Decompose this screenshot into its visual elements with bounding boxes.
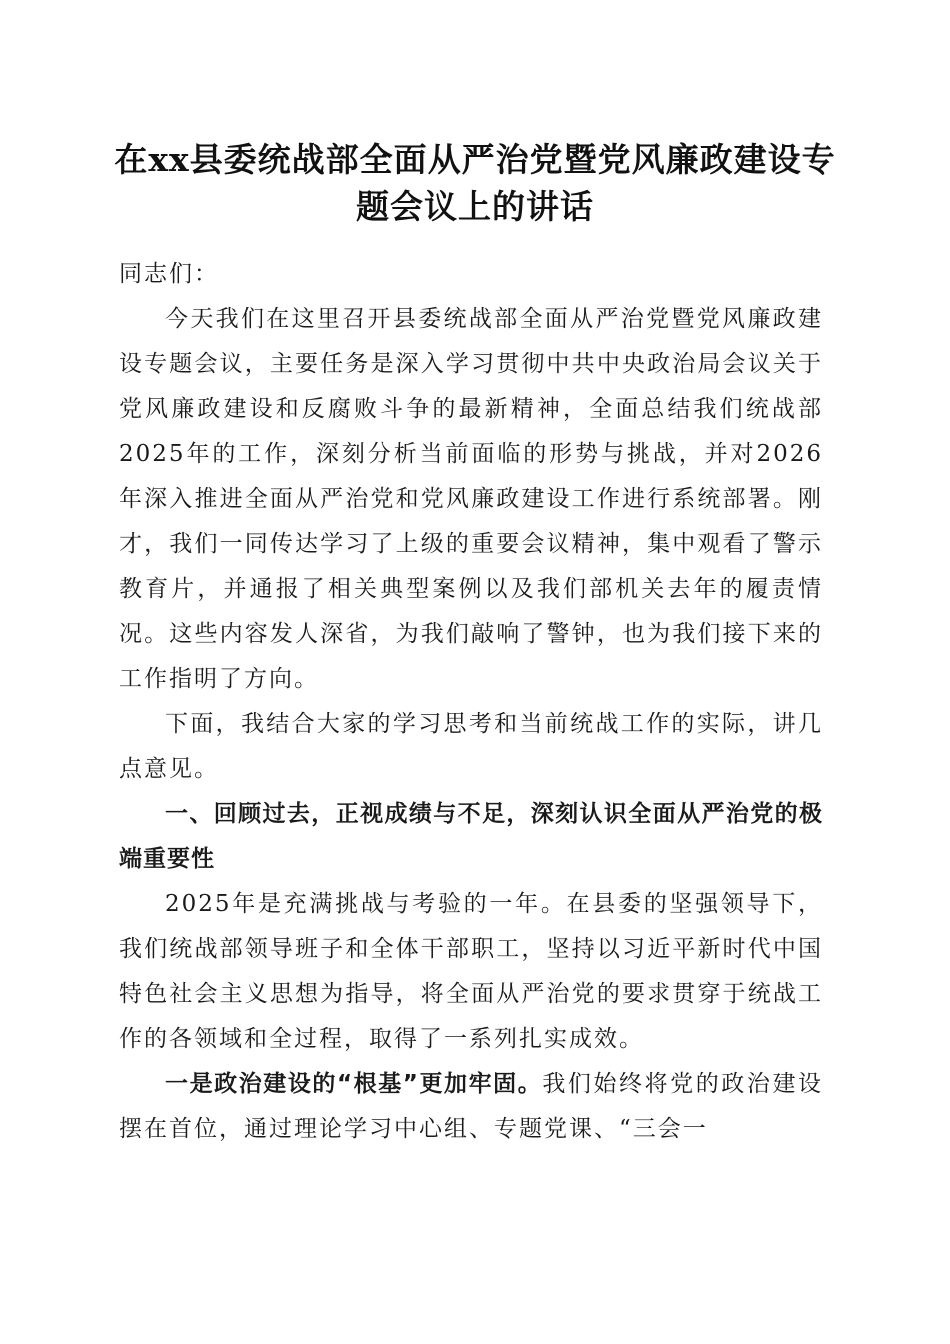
document-title: 在xx县委统战部全面从严治党暨党风廉政建设专题会议上的讲话 — [114, 140, 836, 226]
paragraph-transition: 下面，我结合大家的学习思考和当前统战工作的实际，讲几点意见。 — [119, 711, 823, 782]
paragraph-lead-phrase: 一是政治建设的“根基”更加牢固。 — [165, 1071, 543, 1097]
paragraph-text: 我们始终将党的政治建设摆在首位，通过理论学习中心组、专题党课、“三会一 — [119, 1071, 824, 1142]
paragraph-political-building — [119, 1062, 823, 1152]
paragraph-review: 2025年是充满挑战与考验的一年。在县委的坚强领导下，我们统战部领导班子和全体干部职工，坚持以习近平新时代中国特色社会主义思想为指导，将全面从严治党的要求贯穿于统战工作的各领域和全过程，取得了一系列扎实成效。 — [119, 891, 823, 1052]
document-body — [119, 252, 823, 1152]
greeting: 同志们： — [119, 261, 219, 287]
paragraph-intro: 今天我们在这里召开县委统战部全面从严治党暨党风廉政建设专题会议，主要任务是深入学习贯彻中共中央政治局会议关于党风廉政建设和反腐败斗争的最新精神，全面总结我们统战部2025年的工作，深刻分析当前面临的形势与挑战，并对2026年深入推进全面从严治党和党风廉政建设工作进行系统部署。刚才，我们一同传达学习了上级的重要会议精神，集中观看了警示教育片，并通报了相关典型案例以及我们部机关去年的履责情况。这些内容发人深省，为我们敲响了警钟，也为我们接下来的工作指明了方向。 — [119, 306, 823, 692]
section-heading-1: 一、回顾过去，正视成绩与不足，深刻认识全面从严治党的极端重要性 — [119, 801, 823, 872]
